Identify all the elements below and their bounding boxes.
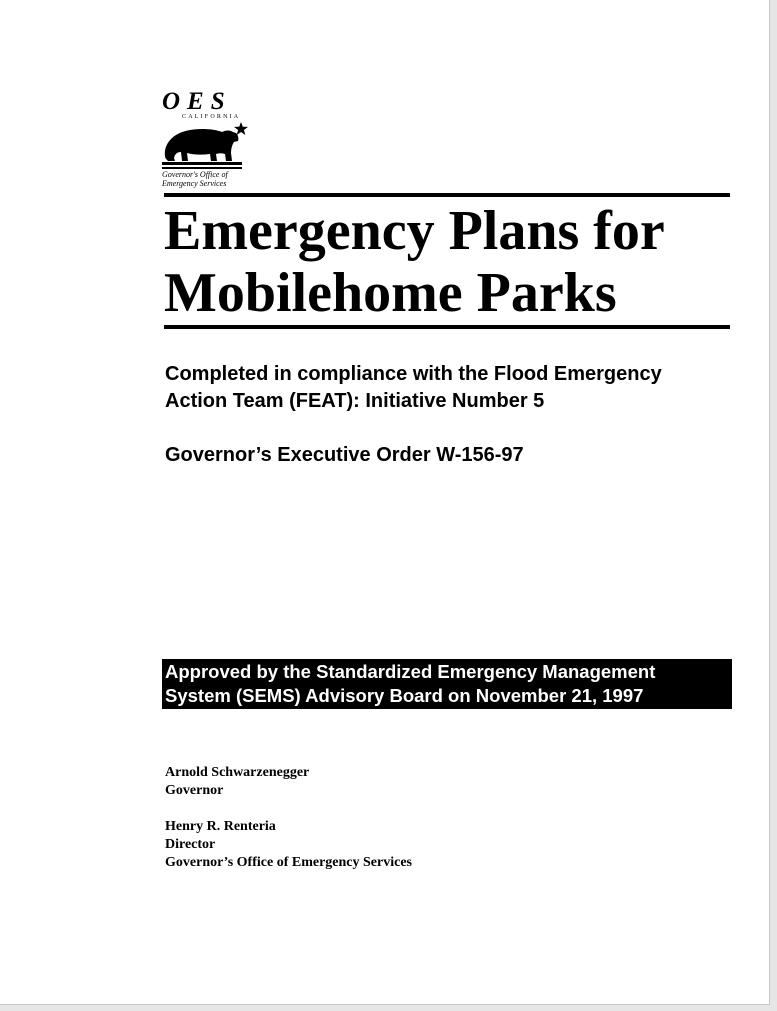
- approval-line1: Approved by the Standardized Emergency Management: [165, 661, 656, 682]
- approval-line2: System (SEMS) Advisory Board on November 21, 1997: [165, 685, 644, 706]
- bear-icon: [162, 118, 252, 170]
- title-rule-top: [164, 193, 730, 197]
- executive-order: Governor’s Executive Order W-156-97: [165, 444, 524, 466]
- signatory-name: Henry R. Renteria: [165, 819, 276, 834]
- signatory-title: Director: [165, 837, 216, 852]
- approval-banner: [162, 659, 732, 709]
- document-title: [164, 200, 665, 324]
- subtitle-line2: Action Team (FEAT): Initiative Number 5: [165, 390, 545, 412]
- page-shadow-bottom: [0, 1005, 777, 1011]
- logo-caption-line1: Governor's Office of: [162, 170, 228, 179]
- subtitle-line1: Completed in compliance with the Flood Emergency: [165, 363, 662, 385]
- title-line2: Mobilehome Parks: [164, 262, 617, 324]
- title-rule-bottom: [164, 325, 730, 329]
- logo-caption: [162, 170, 228, 188]
- title-line1: Emergency Plans for: [164, 200, 665, 262]
- oes-logo: [162, 90, 252, 190]
- logo-letters: OES: [162, 88, 232, 115]
- signatory-governor: [165, 764, 309, 800]
- compliance-subtitle: [165, 361, 662, 415]
- signatory-organization: Governor’s Office of Emergency Services: [165, 855, 412, 870]
- page-shadow-right: [770, 0, 777, 1011]
- signatory-director: [165, 818, 412, 872]
- signatory-title: Governor: [165, 783, 224, 798]
- logo-state: CALIFORNIA: [182, 114, 241, 120]
- signatory-name: Arnold Schwarzenegger: [165, 765, 310, 780]
- logo-caption-line2: Emergency Services: [162, 179, 227, 188]
